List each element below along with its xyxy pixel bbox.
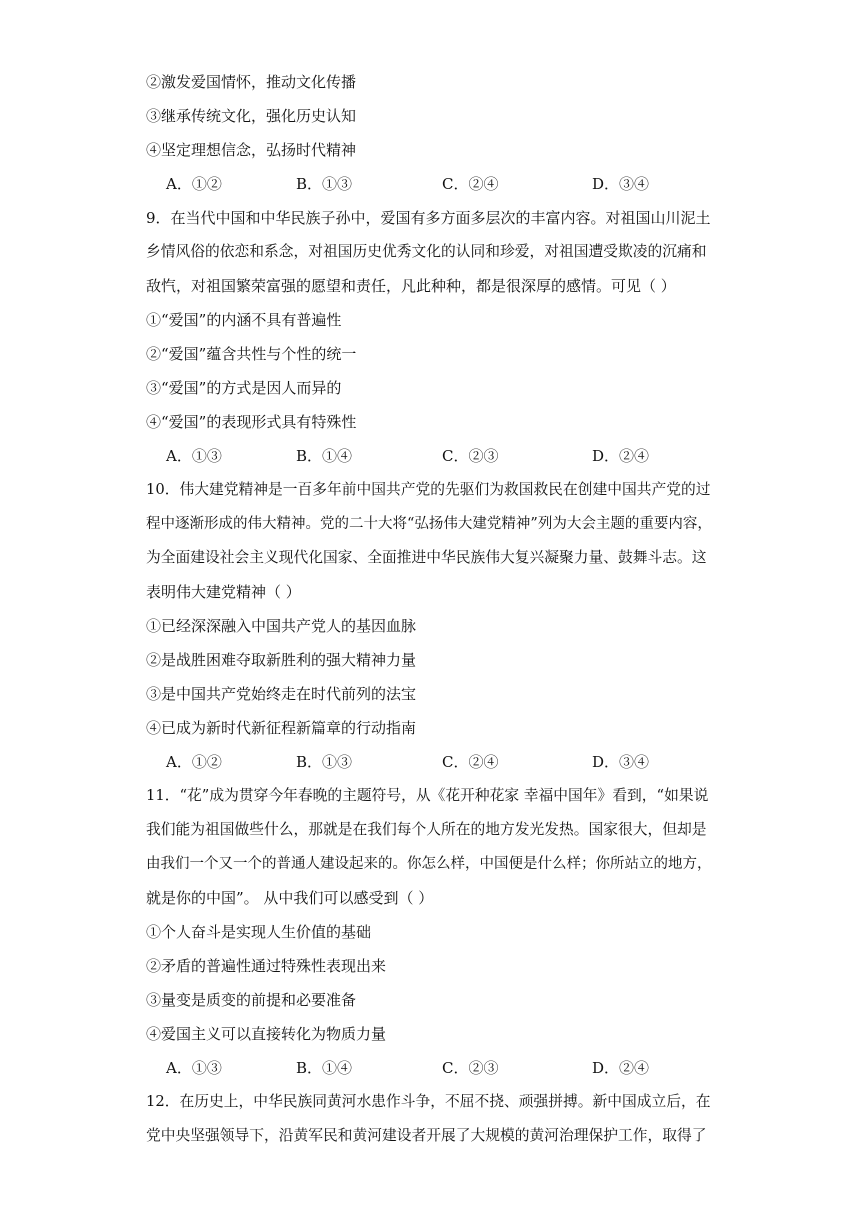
q10-option-c[interactable]: C．②④ bbox=[442, 753, 499, 771]
q10-stem-line-2: 程中逐渐形成的伟大精神。党的二十大将“弘扬伟大建党精神”列为大会主题的重要内容， bbox=[146, 516, 712, 532]
q11-stem-line-3: 由我们一个又一个的普通人建设起来的。你怎么样，中国便是什么样；你所站立的地方， bbox=[146, 856, 712, 872]
q11-item-1: ①个人奋斗是实现人生价值的基础 bbox=[146, 923, 372, 941]
q10-item-1: ①已经深深融入中国共产党人的基因血脉 bbox=[146, 617, 417, 635]
q9-option-c[interactable]: C．②③ bbox=[442, 447, 499, 465]
q8-option-b[interactable]: B．①③ bbox=[296, 175, 353, 193]
q9-stem-line-2: 乡情风俗的依恋和系念，对祖国历史优秀文化的认同和珍爱，对祖国遭受欺凌的沉痛和 bbox=[146, 243, 707, 260]
q9-options bbox=[166, 446, 766, 466]
q8-option-d[interactable]: D．③④ bbox=[592, 175, 650, 193]
q11-options bbox=[166, 1058, 766, 1078]
q11-stem-line-4: 就是你的中国”。 从中我们可以感受到（ ） bbox=[146, 889, 434, 907]
q11-item-4: ④爱国主义可以直接转化为物质力量 bbox=[146, 1025, 387, 1043]
q10-option-a[interactable]: A．①② bbox=[166, 753, 222, 771]
q9-item-2: ②“爱国”蕴含共性与个性的统一 bbox=[146, 345, 357, 363]
q10-option-d[interactable]: D．③④ bbox=[592, 753, 650, 771]
q9-stem-line-1: 9．在当代中国和中华民族子孙中，爱国有多方面多层次的丰富内容。对祖国山川泥土 bbox=[146, 209, 711, 227]
q10-stem-line-4: 表明伟大建党精神（ ） bbox=[146, 583, 301, 601]
q9-item-3: ③“爱国”的方式是因人而异的 bbox=[146, 379, 342, 397]
q9-item-1: ①“爱国”的内涵不具有普遍性 bbox=[146, 311, 342, 329]
q11-item-2: ②矛盾的普遍性通过特殊性表现出来 bbox=[146, 957, 387, 975]
q8-item-3: ③继承传统文化，强化历史认知 bbox=[146, 107, 357, 125]
q8-item-2: ②激发爱国情怀，推动文化传播 bbox=[146, 73, 357, 91]
q9-option-a[interactable]: A．①③ bbox=[166, 447, 222, 465]
q11-option-b[interactable]: B．①④ bbox=[296, 1059, 353, 1077]
q8-option-c[interactable]: C．②④ bbox=[442, 175, 499, 193]
q10-option-b[interactable]: B．①③ bbox=[296, 753, 353, 771]
q10-options bbox=[166, 752, 766, 772]
q11-option-a[interactable]: A．①③ bbox=[166, 1059, 222, 1077]
q11-item-3: ③量变是质变的前提和必要准备 bbox=[146, 991, 357, 1009]
q10-stem-line-3: 为全面建设社会主义现代化国家、全面推进中华民族伟大复兴凝聚力量、鼓舞斗志。这 bbox=[146, 549, 707, 566]
q9-option-b[interactable]: B．①④ bbox=[296, 447, 353, 465]
q11-option-c[interactable]: C．②③ bbox=[442, 1059, 499, 1077]
q10-item-4: ④已成为新时代新征程新篇章的行动指南 bbox=[146, 719, 417, 737]
q9-stem-line-3: 敌忾，对祖国繁荣富强的愿望和责任，凡此种种，都是很深厚的感情。可见（ ） bbox=[146, 277, 676, 295]
q8-options bbox=[166, 174, 766, 194]
q8-option-a[interactable]: A．①② bbox=[166, 175, 222, 193]
q10-stem-line-1: 10．伟大建党精神是一百多年前中国共产党的先驱们为救国救民在创建中国共产党的过 bbox=[146, 481, 711, 498]
q12-stem-line-1: 12．在历史上，中华民族同黄河水患作斗争，不屈不挠、顽强拼搏。新中国成立后，在 bbox=[146, 1093, 711, 1110]
q8-item-4: ④坚定理想信念，弘扬时代精神 bbox=[146, 141, 357, 159]
q11-stem-line-2: 我们能为祖国做些什么，那就是在我们每个人所在的地方发光发热。国家很大，但却是 bbox=[146, 821, 707, 838]
q9-item-4: ④“爱国”的表现形式具有特殊性 bbox=[146, 413, 357, 431]
q10-item-3: ③是中国共产党始终走在时代前列的法宝 bbox=[146, 685, 417, 703]
q9-option-d[interactable]: D．②④ bbox=[592, 447, 650, 465]
q12-stem-line-2: 党中央坚强领导下，沿黄军民和黄河建设者开展了大规模的黄河治理保护工作，取得了 bbox=[146, 1127, 707, 1144]
q11-option-d[interactable]: D．②④ bbox=[592, 1059, 650, 1077]
q11-stem-line-1: 11．“花”成为贯穿今年春晚的主题符号，从《花开种花家 幸福中国年》看到，“如果说 bbox=[146, 787, 709, 804]
q10-item-2: ②是战胜困难夺取新胜利的强大精神力量 bbox=[146, 651, 417, 669]
